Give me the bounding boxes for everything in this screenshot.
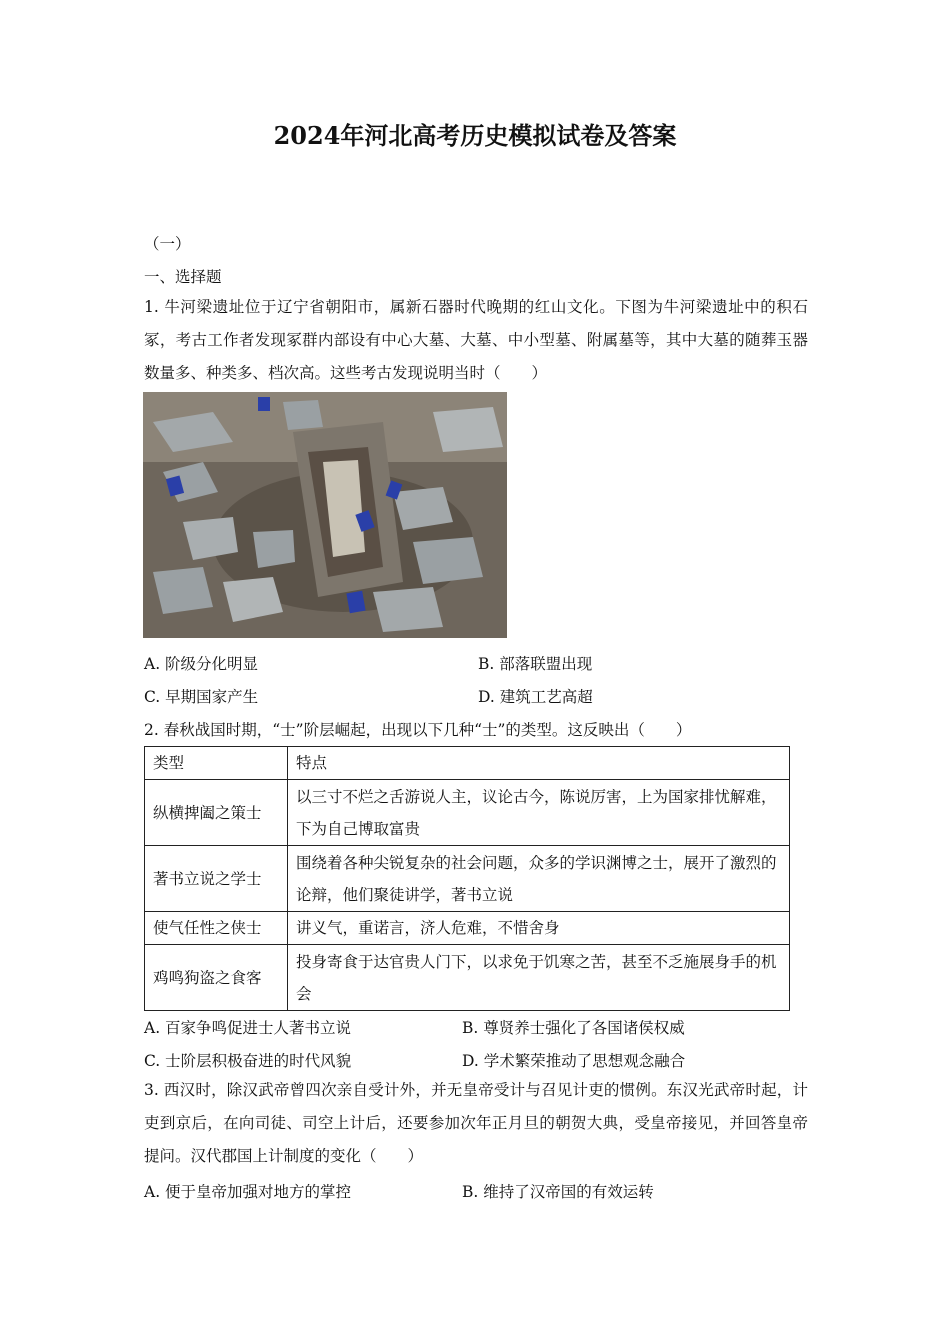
- table-row: [145, 846, 790, 912]
- page-title: 2024年河北高考历史模拟试卷及答案: [273, 121, 677, 150]
- q3-option-a[interactable]: A. 便于皇帝加强对地方的掌控: [144, 1183, 352, 1201]
- table-row: [145, 945, 790, 1011]
- table-cell-type: 著书立说之学士: [145, 846, 288, 912]
- table-header-cell: 特点: [288, 747, 790, 780]
- table-row: [145, 912, 790, 945]
- table-cell-feature: 投身寄食于达官贵人门下，以求免于饥寒之苦，甚至不乏施展身手的机会: [288, 945, 790, 1011]
- table-cell-type: 使气任性之侠士: [145, 912, 288, 945]
- question-1-stem: 1. 牛河梁遗址位于辽宁省朝阳市，属新石器时代晚期的红山文化。下图为牛河梁遗址中的积石冢，考古工作者发现冢群内部设有中心大墓、大墓、中小型墓、附属墓等，其中大墓的随葬玉器数量多、种类多、档次高。这些考古发现说明当时（ ）: [144, 298, 808, 382]
- q2-option-c[interactable]: C. 士阶层积极奋进的时代风貌: [144, 1052, 352, 1070]
- q2-option-a[interactable]: A. 百家争鸣促进士人著书立说: [144, 1019, 352, 1037]
- q1-option-a[interactable]: A. 阶级分化明显: [144, 655, 259, 673]
- question-2-stem: 2. 春秋战国时期，“士”阶层崛起，出现以下几种“士”的类型。这反映出（ ）: [144, 721, 692, 739]
- q1-option-b[interactable]: B. 部落联盟出现: [478, 655, 593, 673]
- table-row: [145, 780, 790, 846]
- table-cell-type: 鸡鸣狗盗之食客: [145, 945, 288, 1011]
- excavation-photo: [143, 392, 507, 638]
- table-cell-feature: 以三寸不烂之舌游说人主，议论古今，陈说厉害，上为国家排忧解难，下为自己博取富贵: [288, 780, 790, 846]
- table-cell-type: 纵横捭阖之策士: [145, 780, 288, 846]
- q1-option-d[interactable]: D. 建筑工艺高超: [478, 688, 593, 706]
- table-header-row: [145, 747, 790, 780]
- part-label: （一）: [144, 235, 191, 253]
- shi-types-table: [144, 746, 790, 1011]
- q3-option-b[interactable]: B. 维持了汉帝国的有效运转: [462, 1183, 654, 1201]
- table-header-cell: 类型: [145, 747, 288, 780]
- section-heading: 一、选择题: [144, 268, 222, 286]
- q1-option-c[interactable]: C. 早期国家产生: [144, 688, 259, 706]
- q2-option-b[interactable]: B. 尊贤养士强化了各国诸侯权威: [462, 1019, 685, 1037]
- table-cell-feature: 讲义气，重诺言，济人危难，不惜舍身: [288, 912, 790, 945]
- q2-option-d[interactable]: D. 学术繁荣推动了思想观念融合: [462, 1052, 686, 1070]
- table-cell-feature: 围绕着各种尖锐复杂的社会问题，众多的学识渊博之士，展开了激烈的论辩，他们聚徒讲学，著书立说: [288, 846, 790, 912]
- question-3-stem: 3. 西汉时，除汉武帝曾四次亲自受计外，并无皇帝受计与召见计吏的惯例。东汉光武帝时起，计吏到京后，在向司徒、司空上计后，还要参加次年正月旦的朝贺大典，受皇帝接见，并回答皇帝提问。汉代郡国上计制度的变化（ ）: [144, 1081, 808, 1165]
- excavation-photo-drawing: [143, 392, 507, 638]
